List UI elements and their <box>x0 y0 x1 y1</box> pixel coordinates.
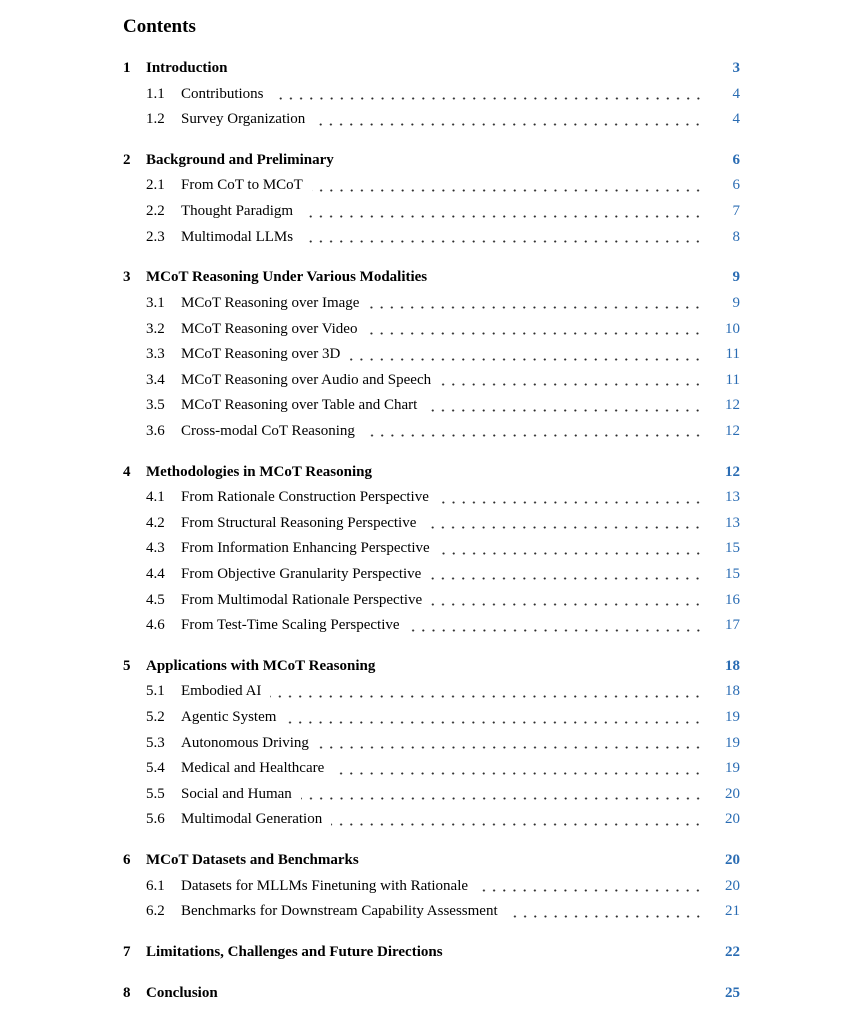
page-number-link[interactable]: 15 <box>725 540 740 557</box>
page-number-link[interactable]: 4 <box>732 111 740 128</box>
subsection-number: 3.4 <box>146 371 165 388</box>
toc-subsection-entry <box>123 874 740 900</box>
page-number-link[interactable]: 4 <box>732 85 740 102</box>
toc-chapter-group <box>123 56 740 133</box>
page-number-link[interactable]: 19 <box>725 709 740 726</box>
page-number-link[interactable]: 19 <box>725 760 740 777</box>
section-title: Applications with MCoT Reasoning <box>146 657 376 674</box>
row-spacer <box>427 265 703 291</box>
toc-subsection-entry <box>123 588 740 614</box>
section-title: MCoT Reasoning Under Various Modalities <box>146 269 428 286</box>
dot-leader <box>302 199 703 225</box>
subsection-number: 3.2 <box>146 320 165 337</box>
toc-subsection-entry <box>123 342 740 368</box>
toc-subsection-entry <box>123 199 740 225</box>
toc-subsection-entry <box>123 731 740 757</box>
subsection-title: From CoT to MCoT <box>181 177 303 194</box>
subsection-number: 2.3 <box>146 228 165 245</box>
section-number: 7 <box>123 943 131 960</box>
dot-leader <box>349 342 703 368</box>
page-number-link[interactable]: 21 <box>725 903 740 920</box>
subsection-number: 5.1 <box>146 683 165 700</box>
toc-subsection-entry <box>123 173 740 199</box>
page-number-link[interactable]: 17 <box>725 617 740 634</box>
toc-subsection-entry <box>123 679 740 705</box>
toc-chapter-group <box>123 981 740 1007</box>
page-number-link[interactable]: 8 <box>732 228 740 245</box>
subsection-title: MCoT Reasoning over Audio and Speech <box>181 371 432 388</box>
toc-section-entry <box>123 848 740 874</box>
page-number-link[interactable]: 11 <box>725 371 740 388</box>
toc-subsection-entry <box>123 613 740 639</box>
page-number-link[interactable]: 20 <box>725 852 740 869</box>
dot-leader <box>302 225 703 251</box>
section-number: 6 <box>123 852 131 869</box>
subsection-number: 2.1 <box>146 177 165 194</box>
section-title: Conclusion <box>146 984 218 1001</box>
subsection-number: 3.3 <box>146 346 165 363</box>
subsection-number: 4.2 <box>146 514 165 531</box>
page-number-link[interactable]: 16 <box>725 591 740 608</box>
subsection-number: 5.3 <box>146 734 165 751</box>
subsection-title: Embodied AI <box>181 683 262 700</box>
dot-leader <box>314 107 703 133</box>
subsection-title: From Rationale Construction Perspective <box>181 489 429 506</box>
toc-subsection-entry <box>123 107 740 133</box>
toc-subsection-entry <box>123 562 740 588</box>
toc-subsection-entry <box>123 536 740 562</box>
subsection-number: 5.6 <box>146 811 165 828</box>
dot-leader <box>426 393 703 419</box>
page-number-link[interactable]: 15 <box>725 565 740 582</box>
subsection-title: MCoT Reasoning over Video <box>181 320 358 337</box>
toc-chapter-group <box>123 940 740 966</box>
dot-leader <box>364 419 703 445</box>
dot-leader <box>440 368 703 394</box>
subsection-number: 1.1 <box>146 85 165 102</box>
page-number-link[interactable]: 20 <box>725 877 740 894</box>
section-title: Limitations, Challenges and Future Directions <box>146 943 443 960</box>
subsection-title: From Structural Reasoning Perspective <box>181 514 417 531</box>
dot-leader <box>333 756 703 782</box>
dot-leader <box>409 613 703 639</box>
toc-chapter-group <box>123 460 740 639</box>
row-spacer <box>443 940 703 966</box>
toc-subsection-entry <box>123 899 740 925</box>
row-spacer <box>227 56 703 82</box>
table-of-contents <box>123 56 740 1006</box>
dot-leader <box>430 562 703 588</box>
section-title: Introduction <box>146 60 228 76</box>
section-title: Methodologies in MCoT Reasoning <box>146 463 372 480</box>
page-number-link[interactable]: 22 <box>725 943 740 960</box>
subsection-title: MCoT Reasoning over Table and Chart <box>181 397 418 414</box>
section-number: 3 <box>123 269 131 286</box>
toc-chapter-group <box>123 848 740 925</box>
page-number-link[interactable]: 19 <box>725 734 740 751</box>
toc-chapter-group <box>123 654 740 833</box>
contents-heading: Contents <box>123 16 196 37</box>
page-number-link[interactable]: 3 <box>732 60 740 76</box>
toc-section-entry <box>123 460 740 486</box>
page-number-link[interactable]: 9 <box>732 269 740 286</box>
dot-leader <box>431 588 703 614</box>
page-number-link[interactable]: 12 <box>725 397 740 414</box>
section-number: 1 <box>123 60 131 76</box>
page-number-link[interactable]: 12 <box>725 422 740 439</box>
dot-leader <box>425 511 703 537</box>
subsection-number: 4.4 <box>146 565 165 582</box>
toc-subsection-entry <box>123 782 740 808</box>
page-number-link[interactable]: 18 <box>725 683 740 700</box>
section-number: 8 <box>123 984 131 1001</box>
subsection-number: 4.1 <box>146 489 165 506</box>
dot-leader <box>477 874 703 900</box>
page-number-link[interactable]: 7 <box>732 203 740 220</box>
dot-leader <box>438 485 703 511</box>
toc-chapter-group <box>123 148 740 250</box>
subsection-number: 1.2 <box>146 111 165 128</box>
toc-subsection-entry <box>123 225 740 251</box>
page-number-link[interactable]: 6 <box>732 151 740 168</box>
toc-subsection-entry <box>123 291 740 317</box>
page-number-link[interactable]: 18 <box>725 657 740 674</box>
toc-section-entry <box>123 940 740 966</box>
subsection-title: Benchmarks for Downstream Capability Assessment <box>181 903 498 920</box>
subsection-title: Agentic System <box>181 709 277 726</box>
row-spacer <box>375 654 703 680</box>
subsection-title: Contributions <box>181 85 264 102</box>
subsection-title: MCoT Reasoning over Image <box>181 294 360 311</box>
dot-leader <box>331 807 703 833</box>
section-title: Background and Preliminary <box>146 151 334 168</box>
toc-chapter-group <box>123 265 740 444</box>
row-spacer <box>218 981 703 1007</box>
page-number-link[interactable]: 13 <box>725 489 740 506</box>
subsection-title: From Information Enhancing Perspective <box>181 540 430 557</box>
subsection-title: Medical and Healthcare <box>181 760 325 777</box>
page-number-link[interactable]: 13 <box>725 514 740 531</box>
page-number-link[interactable]: 9 <box>732 294 740 311</box>
subsection-title: MCoT Reasoning over 3D <box>181 346 341 363</box>
subsection-number: 5.4 <box>146 760 165 777</box>
subsection-title: Survey Organization <box>181 111 306 128</box>
subsection-number: 6.2 <box>146 903 165 920</box>
dot-leader <box>366 317 703 343</box>
subsection-number: 4.5 <box>146 591 165 608</box>
dot-leader <box>318 731 703 757</box>
section-number: 5 <box>123 657 131 674</box>
dot-leader <box>368 291 703 317</box>
page-number-link[interactable]: 10 <box>725 320 740 337</box>
page-number-link[interactable]: 6 <box>732 177 740 194</box>
subsection-number: 2.2 <box>146 203 165 220</box>
toc-subsection-entry <box>123 317 740 343</box>
toc-subsection-entry <box>123 485 740 511</box>
toc-subsection-entry <box>123 82 740 108</box>
dot-leader <box>312 173 703 199</box>
toc-section-entry <box>123 56 740 82</box>
page-number-link[interactable]: 11 <box>725 346 740 363</box>
row-spacer <box>334 148 703 174</box>
toc-section-entry <box>123 148 740 174</box>
toc-subsection-entry <box>123 419 740 445</box>
page-number-link[interactable]: 20 <box>725 811 740 828</box>
subsection-title: Datasets for MLLMs Finetuning with Rationale <box>181 877 469 894</box>
subsection-number: 6.1 <box>146 877 165 894</box>
toc-subsection-entry <box>123 368 740 394</box>
toc-subsection-entry <box>123 511 740 537</box>
subsection-number: 5.5 <box>146 785 165 802</box>
dot-leader <box>270 679 703 705</box>
row-spacer <box>359 848 703 874</box>
section-number: 4 <box>123 463 131 480</box>
toc-subsection-entry <box>123 705 740 731</box>
subsection-title: From Multimodal Rationale Perspective <box>181 591 423 608</box>
subsection-number: 3.1 <box>146 294 165 311</box>
section-number: 2 <box>123 151 131 168</box>
dot-leader <box>507 899 703 925</box>
toc-section-entry <box>123 654 740 680</box>
subsection-title: Social and Human <box>181 785 292 802</box>
dot-leader <box>273 82 703 108</box>
subsection-title: Multimodal Generation <box>181 811 323 828</box>
subsection-number: 4.6 <box>146 617 165 634</box>
toc-section-entry <box>123 981 740 1007</box>
dot-leader <box>301 782 703 808</box>
subsection-title: From Objective Granularity Perspective <box>181 565 422 582</box>
dot-leader <box>439 536 703 562</box>
toc-subsection-entry <box>123 807 740 833</box>
subsection-number: 3.5 <box>146 397 165 414</box>
row-spacer <box>372 460 703 486</box>
page-number-link[interactable]: 25 <box>725 984 740 1001</box>
subsection-title: Multimodal LLMs <box>181 228 294 245</box>
subsection-number: 3.6 <box>146 422 165 439</box>
subsection-number: 4.3 <box>146 540 165 557</box>
subsection-title: Autonomous Driving <box>181 734 309 751</box>
page-number-link[interactable]: 12 <box>725 463 740 480</box>
subsection-title: Thought Paradigm <box>181 203 294 220</box>
subsection-title: From Test-Time Scaling Perspective <box>181 617 400 634</box>
toc-subsection-entry <box>123 756 740 782</box>
section-title: MCoT Datasets and Benchmarks <box>146 852 359 869</box>
page-number-link[interactable]: 20 <box>725 785 740 802</box>
toc-section-entry <box>123 265 740 291</box>
subsection-title: Cross-modal CoT Reasoning <box>181 422 355 439</box>
toc-subsection-entry <box>123 393 740 419</box>
dot-leader <box>285 705 703 731</box>
subsection-number: 5.2 <box>146 709 165 726</box>
